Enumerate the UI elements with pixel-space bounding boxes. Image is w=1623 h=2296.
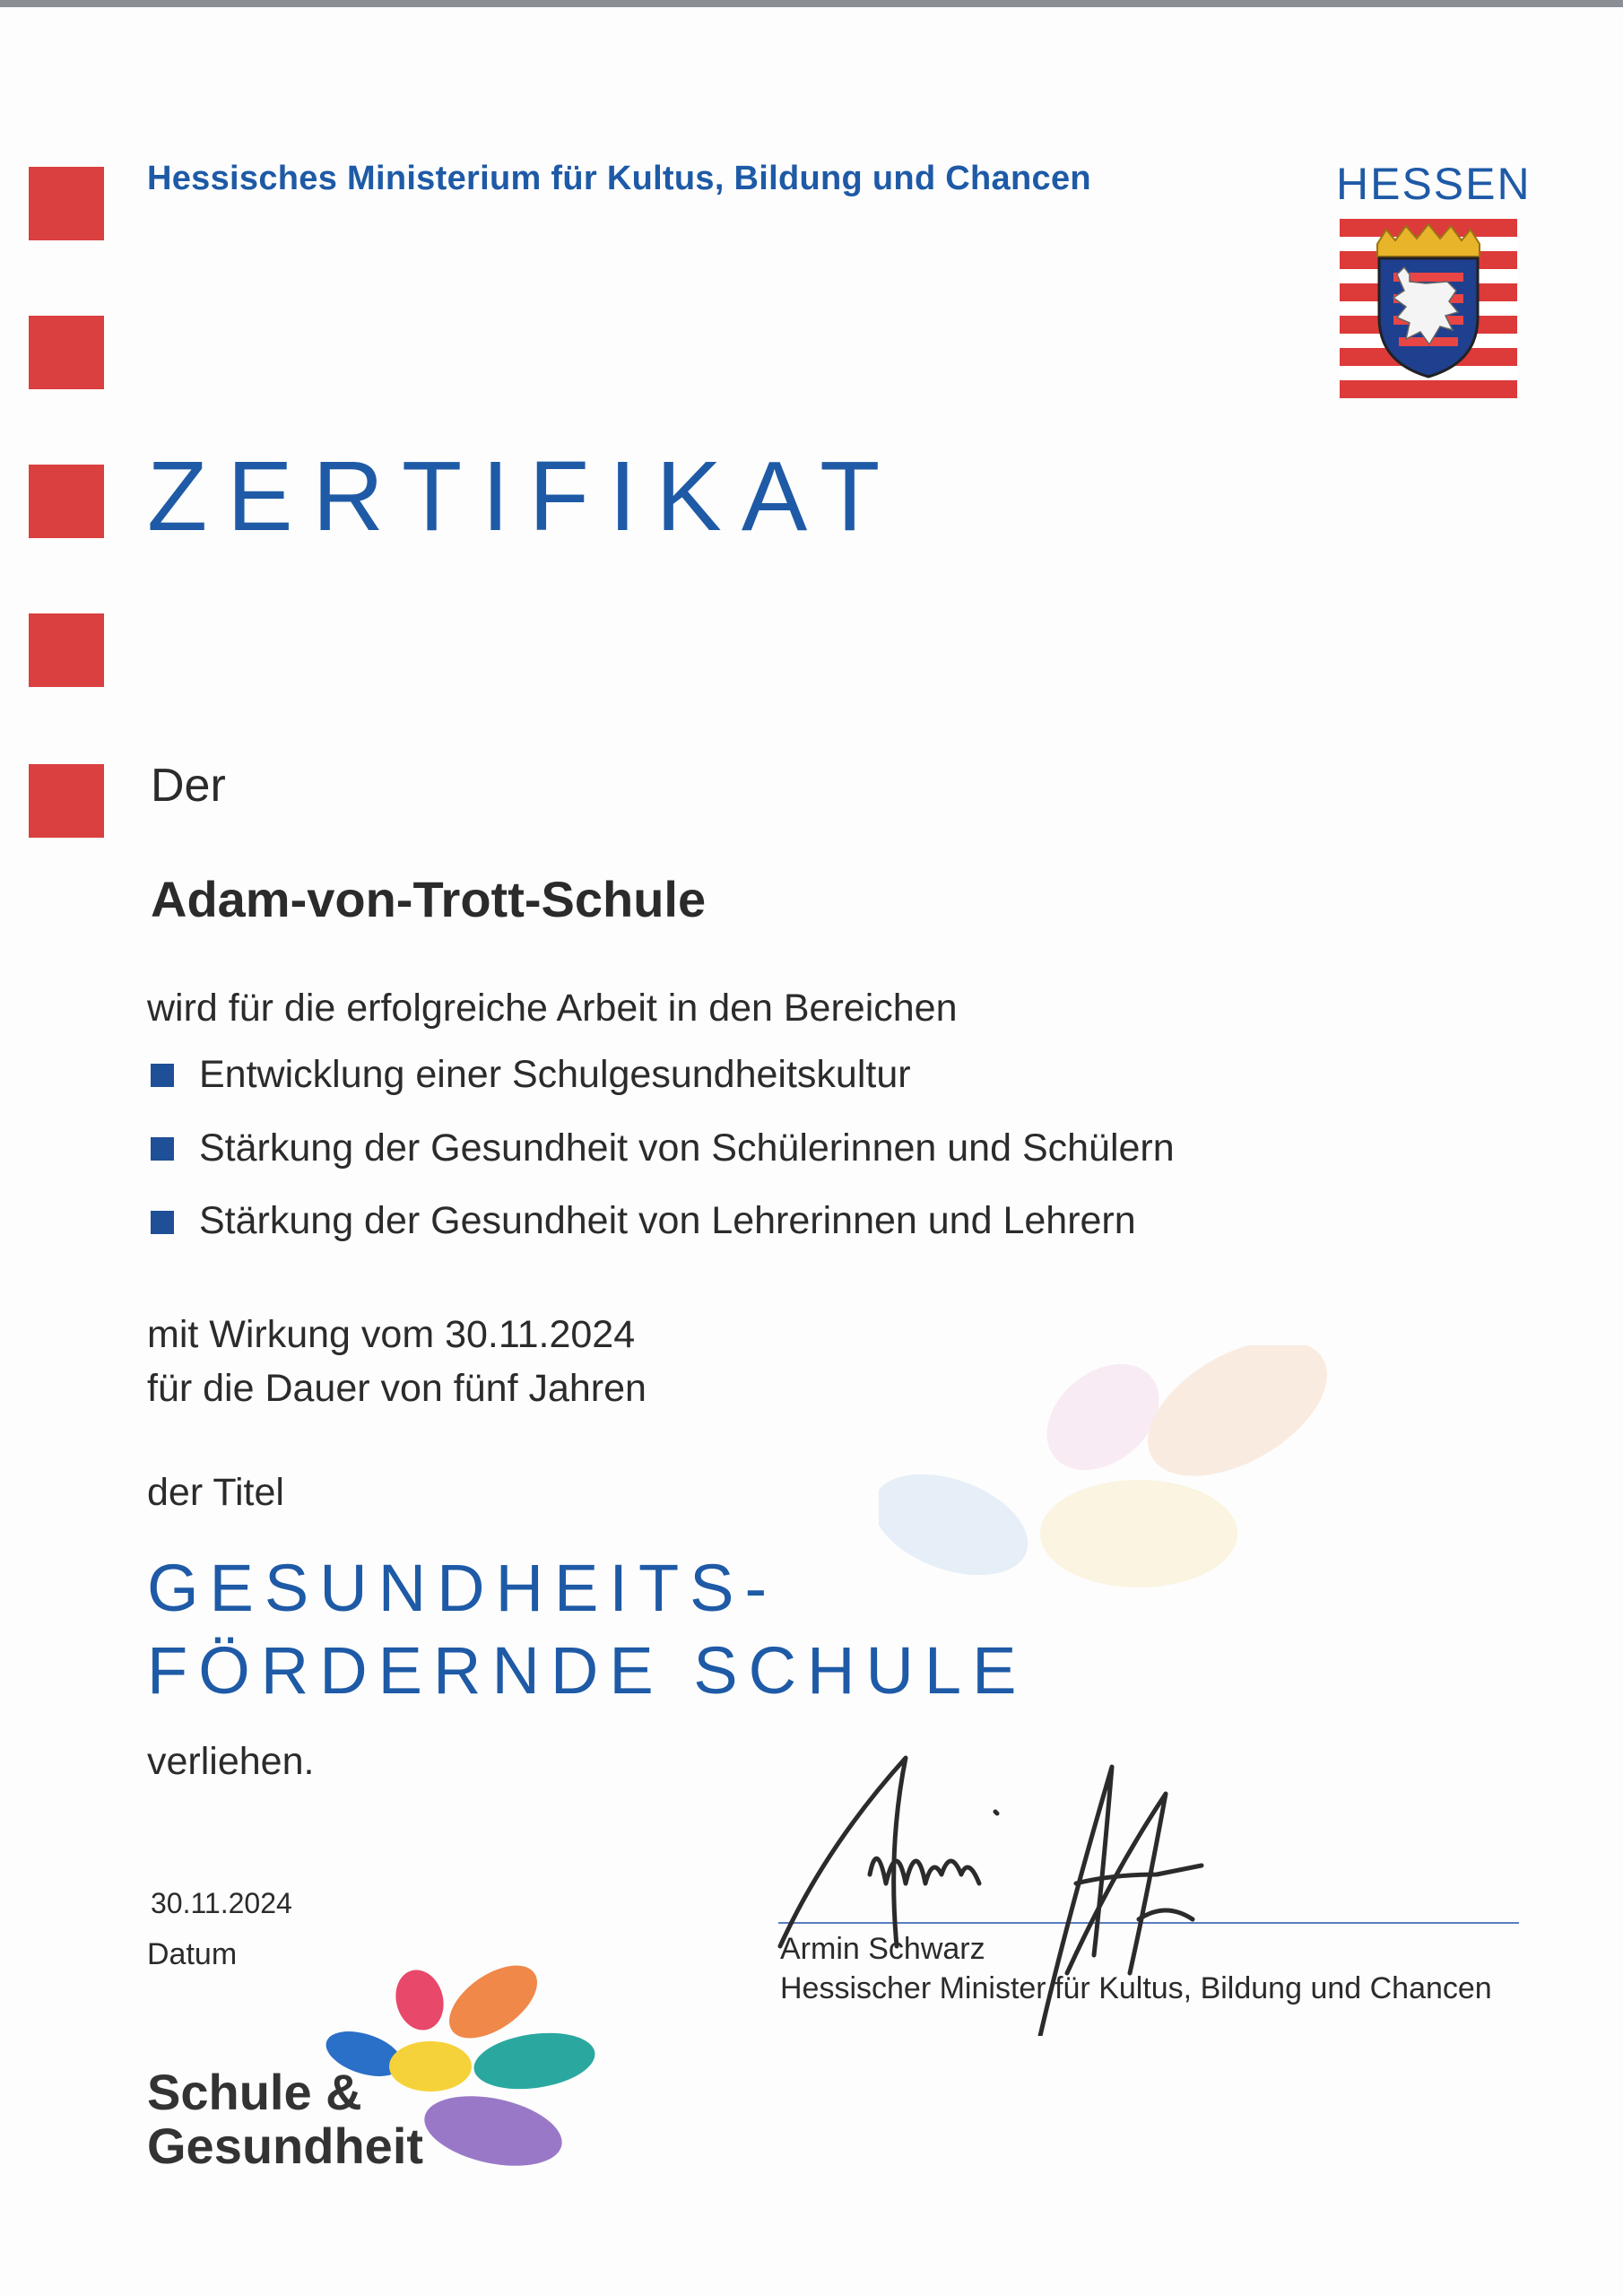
signer-name: Armin Schwarz [780, 1932, 985, 1966]
top-border [0, 0, 1623, 7]
red-square-5 [29, 764, 104, 838]
area-item-3: Stärkung der Gesundheit von Lehrerinnen und Lehrern [199, 1199, 1136, 1242]
date-value: 30.11.2024 [151, 1887, 292, 1919]
date-label: Datum [147, 1937, 238, 1971]
area-item-2: Stärkung der Gesundheit von Schülerinnen und Schülern [199, 1126, 1175, 1170]
closing-text: verliehen. [147, 1740, 315, 1783]
red-square-1 [29, 167, 104, 240]
red-square-4 [29, 613, 104, 687]
logo-text-line-1: Schule & [147, 2064, 362, 2120]
bullet-marker [151, 1064, 174, 1087]
faint-flower-watermark [879, 1345, 1363, 1632]
hessen-coat-of-arms-icon [1340, 219, 1517, 398]
school-name: Adam-von-Trott-Schule [151, 871, 707, 927]
effective-date: mit Wirkung vom 30.11.2024 [147, 1313, 636, 1356]
state-name: HESSEN [1336, 159, 1532, 209]
area-item-1: Entwicklung einer Schulgesundheitskultur [199, 1053, 911, 1096]
certificate-lead: wird für die erfolgreiche Arbeit in den Bereichen [147, 987, 958, 1030]
logo-text-line-2: Gesundheit [147, 2118, 424, 2174]
title-intro: der Titel [147, 1471, 284, 1514]
handwritten-signature [771, 1740, 1237, 2036]
ministry-name: Hessisches Ministerium für Kultus, Bildung und Chancen [147, 160, 1091, 197]
certificate-intro: Der [151, 760, 226, 812]
bullet-marker [151, 1137, 174, 1161]
red-square-3 [29, 465, 104, 538]
duration: für die Dauer von fünf Jahren [147, 1367, 647, 1410]
bullet-marker [151, 1211, 174, 1234]
certificate-heading: ZERTIFIKAT [147, 441, 900, 552]
title-line-1: GESUNDHEITS- [147, 1551, 778, 1625]
signer-role: Hessischer Minister für Kultus, Bildung und Chancen [780, 1971, 1492, 2005]
title-line-2: FÖRDERNDE SCHULE [147, 1633, 1028, 1708]
red-square-2 [29, 316, 104, 389]
